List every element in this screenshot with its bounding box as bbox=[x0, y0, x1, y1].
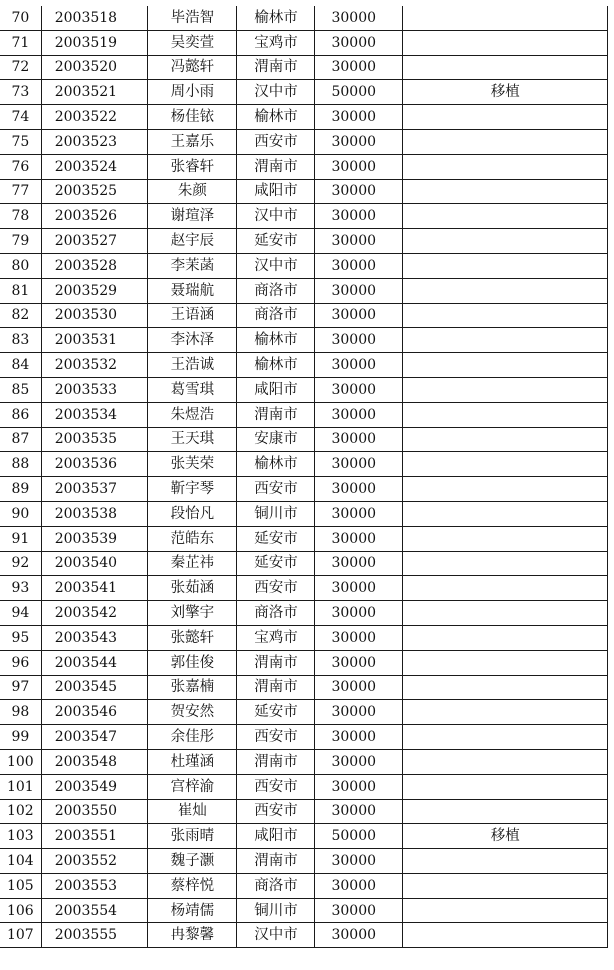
row-number-cell: 98 bbox=[0, 700, 41, 725]
remark-cell bbox=[403, 725, 608, 750]
row-number-cell: 92 bbox=[0, 551, 41, 576]
amount-cell: 30000 bbox=[315, 55, 403, 80]
remark-cell bbox=[403, 923, 608, 948]
table-row bbox=[0, 551, 608, 576]
city-cell: 咸阳市 bbox=[237, 824, 315, 849]
city-cell: 商洛市 bbox=[237, 601, 315, 626]
remark-cell bbox=[403, 774, 608, 799]
table-row bbox=[0, 898, 608, 923]
row-number-cell: 83 bbox=[0, 328, 41, 353]
remark-cell bbox=[403, 898, 608, 923]
row-number-cell: 85 bbox=[0, 377, 41, 402]
city-cell: 安康市 bbox=[237, 427, 315, 452]
amount-cell: 30000 bbox=[315, 30, 403, 55]
remark-cell: 移植 bbox=[403, 80, 608, 105]
id-cell: 2003524 bbox=[41, 154, 148, 179]
remark-cell bbox=[403, 873, 608, 898]
remark-cell bbox=[403, 576, 608, 601]
amount-cell: 30000 bbox=[315, 253, 403, 278]
remark-cell bbox=[403, 601, 608, 626]
remark-cell bbox=[403, 650, 608, 675]
table-row bbox=[0, 179, 608, 204]
city-cell: 铜川市 bbox=[237, 898, 315, 923]
name-cell: 朱煜浩 bbox=[148, 402, 237, 427]
row-number-cell: 103 bbox=[0, 824, 41, 849]
name-cell: 李沐泽 bbox=[148, 328, 237, 353]
remark-cell bbox=[403, 30, 608, 55]
city-cell: 汉中市 bbox=[237, 204, 315, 229]
amount-cell: 30000 bbox=[315, 154, 403, 179]
id-cell: 2003555 bbox=[41, 923, 148, 948]
amount-cell: 30000 bbox=[315, 774, 403, 799]
amount-cell: 30000 bbox=[315, 6, 403, 30]
amount-cell: 30000 bbox=[315, 105, 403, 130]
city-cell: 西安市 bbox=[237, 129, 315, 154]
amount-cell: 30000 bbox=[315, 551, 403, 576]
amount-cell: 30000 bbox=[315, 849, 403, 874]
city-cell: 西安市 bbox=[237, 725, 315, 750]
amount-cell: 30000 bbox=[315, 452, 403, 477]
id-cell: 2003540 bbox=[41, 551, 148, 576]
table-row bbox=[0, 749, 608, 774]
city-cell: 西安市 bbox=[237, 799, 315, 824]
city-cell: 渭南市 bbox=[237, 402, 315, 427]
row-number-cell: 102 bbox=[0, 799, 41, 824]
row-number-cell: 95 bbox=[0, 625, 41, 650]
name-cell: 刘擎宇 bbox=[148, 601, 237, 626]
table-row bbox=[0, 353, 608, 378]
row-number-cell: 94 bbox=[0, 601, 41, 626]
id-cell: 2003550 bbox=[41, 799, 148, 824]
id-cell: 2003537 bbox=[41, 477, 148, 502]
name-cell: 王天琪 bbox=[148, 427, 237, 452]
table-row bbox=[0, 278, 608, 303]
city-cell: 汉中市 bbox=[237, 80, 315, 105]
id-cell: 2003526 bbox=[41, 204, 148, 229]
amount-cell: 50000 bbox=[315, 80, 403, 105]
remark-cell bbox=[403, 799, 608, 824]
name-cell: 冯懿轩 bbox=[148, 55, 237, 80]
amount-cell: 30000 bbox=[315, 873, 403, 898]
table-row bbox=[0, 154, 608, 179]
id-cell: 2003542 bbox=[41, 601, 148, 626]
city-cell: 商洛市 bbox=[237, 873, 315, 898]
remark-cell bbox=[403, 700, 608, 725]
name-cell: 张茹涵 bbox=[148, 576, 237, 601]
id-cell: 2003531 bbox=[41, 328, 148, 353]
row-number-cell: 96 bbox=[0, 650, 41, 675]
recipients-table bbox=[0, 6, 608, 948]
name-cell: 葛雪琪 bbox=[148, 377, 237, 402]
remark-cell bbox=[403, 675, 608, 700]
remark-cell bbox=[403, 253, 608, 278]
id-cell: 2003553 bbox=[41, 873, 148, 898]
row-number-cell: 76 bbox=[0, 154, 41, 179]
city-cell: 西安市 bbox=[237, 576, 315, 601]
remark-cell bbox=[403, 105, 608, 130]
table-row bbox=[0, 799, 608, 824]
name-cell: 范皓东 bbox=[148, 526, 237, 551]
name-cell: 朱颜 bbox=[148, 179, 237, 204]
name-cell: 魏子灏 bbox=[148, 849, 237, 874]
city-cell: 汉中市 bbox=[237, 253, 315, 278]
name-cell: 杜瑾涵 bbox=[148, 749, 237, 774]
row-number-cell: 89 bbox=[0, 477, 41, 502]
id-cell: 2003551 bbox=[41, 824, 148, 849]
row-number-cell: 105 bbox=[0, 873, 41, 898]
remark-cell bbox=[403, 501, 608, 526]
row-number-cell: 99 bbox=[0, 725, 41, 750]
table-row bbox=[0, 427, 608, 452]
city-cell: 延安市 bbox=[237, 229, 315, 254]
table-row bbox=[0, 601, 608, 626]
remark-cell bbox=[403, 204, 608, 229]
row-number-cell: 90 bbox=[0, 501, 41, 526]
name-cell: 周小雨 bbox=[148, 80, 237, 105]
city-cell: 渭南市 bbox=[237, 849, 315, 874]
id-cell: 2003529 bbox=[41, 278, 148, 303]
name-cell: 张嘉楠 bbox=[148, 675, 237, 700]
remark-cell bbox=[403, 402, 608, 427]
amount-cell: 30000 bbox=[315, 923, 403, 948]
name-cell: 郭佳俊 bbox=[148, 650, 237, 675]
city-cell: 渭南市 bbox=[237, 749, 315, 774]
amount-cell: 30000 bbox=[315, 898, 403, 923]
id-cell: 2003535 bbox=[41, 427, 148, 452]
city-cell: 西安市 bbox=[237, 477, 315, 502]
row-number-cell: 106 bbox=[0, 898, 41, 923]
city-cell: 延安市 bbox=[237, 700, 315, 725]
id-cell: 2003520 bbox=[41, 55, 148, 80]
table-row bbox=[0, 526, 608, 551]
row-number-cell: 100 bbox=[0, 749, 41, 774]
remark-cell bbox=[403, 154, 608, 179]
city-cell: 延安市 bbox=[237, 551, 315, 576]
amount-cell: 30000 bbox=[315, 700, 403, 725]
id-cell: 2003543 bbox=[41, 625, 148, 650]
name-cell: 聂瑞航 bbox=[148, 278, 237, 303]
id-cell: 2003530 bbox=[41, 303, 148, 328]
remark-cell bbox=[403, 427, 608, 452]
row-number-cell: 75 bbox=[0, 129, 41, 154]
table-row bbox=[0, 849, 608, 874]
table-row bbox=[0, 452, 608, 477]
row-number-cell: 107 bbox=[0, 923, 41, 948]
id-cell: 2003548 bbox=[41, 749, 148, 774]
row-number-cell: 70 bbox=[0, 6, 41, 30]
table-row bbox=[0, 477, 608, 502]
name-cell: 毕浩智 bbox=[148, 6, 237, 30]
table-row bbox=[0, 303, 608, 328]
table-row bbox=[0, 576, 608, 601]
id-cell: 2003552 bbox=[41, 849, 148, 874]
row-number-cell: 87 bbox=[0, 427, 41, 452]
amount-cell: 30000 bbox=[315, 377, 403, 402]
remark-cell bbox=[403, 6, 608, 30]
row-number-cell: 104 bbox=[0, 849, 41, 874]
row-number-cell: 101 bbox=[0, 774, 41, 799]
id-cell: 2003527 bbox=[41, 229, 148, 254]
name-cell: 张睿轩 bbox=[148, 154, 237, 179]
amount-cell: 30000 bbox=[315, 402, 403, 427]
amount-cell: 30000 bbox=[315, 204, 403, 229]
id-cell: 2003532 bbox=[41, 353, 148, 378]
table-row bbox=[0, 204, 608, 229]
id-cell: 2003554 bbox=[41, 898, 148, 923]
remark-cell bbox=[403, 328, 608, 353]
city-cell: 商洛市 bbox=[237, 303, 315, 328]
name-cell: 贺安然 bbox=[148, 700, 237, 725]
id-cell: 2003519 bbox=[41, 30, 148, 55]
name-cell: 冉黎馨 bbox=[148, 923, 237, 948]
city-cell: 榆林市 bbox=[237, 6, 315, 30]
amount-cell: 30000 bbox=[315, 501, 403, 526]
remark-cell bbox=[403, 551, 608, 576]
name-cell: 余佳彤 bbox=[148, 725, 237, 750]
table-row bbox=[0, 725, 608, 750]
remark-cell bbox=[403, 749, 608, 774]
remark-cell bbox=[403, 849, 608, 874]
id-cell: 2003536 bbox=[41, 452, 148, 477]
remark-cell bbox=[403, 129, 608, 154]
city-cell: 宝鸡市 bbox=[237, 30, 315, 55]
row-number-cell: 79 bbox=[0, 229, 41, 254]
name-cell: 吴奕萱 bbox=[148, 30, 237, 55]
amount-cell: 30000 bbox=[315, 601, 403, 626]
table-row bbox=[0, 774, 608, 799]
amount-cell: 30000 bbox=[315, 725, 403, 750]
amount-cell: 30000 bbox=[315, 749, 403, 774]
table-row bbox=[0, 377, 608, 402]
name-cell: 秦芷祎 bbox=[148, 551, 237, 576]
city-cell: 商洛市 bbox=[237, 278, 315, 303]
name-cell: 杨佳铱 bbox=[148, 105, 237, 130]
table-row bbox=[0, 700, 608, 725]
city-cell: 宝鸡市 bbox=[237, 625, 315, 650]
table-row bbox=[0, 30, 608, 55]
row-number-cell: 82 bbox=[0, 303, 41, 328]
id-cell: 2003544 bbox=[41, 650, 148, 675]
table-row bbox=[0, 80, 608, 105]
row-number-cell: 93 bbox=[0, 576, 41, 601]
table-body bbox=[0, 6, 608, 948]
remark-cell bbox=[403, 55, 608, 80]
name-cell: 宫梓渝 bbox=[148, 774, 237, 799]
id-cell: 2003534 bbox=[41, 402, 148, 427]
amount-cell: 30000 bbox=[315, 303, 403, 328]
row-number-cell: 77 bbox=[0, 179, 41, 204]
id-cell: 2003522 bbox=[41, 105, 148, 130]
document-sheet bbox=[0, 6, 608, 948]
remark-cell: 移植 bbox=[403, 824, 608, 849]
city-cell: 铜川市 bbox=[237, 501, 315, 526]
table-row bbox=[0, 402, 608, 427]
table-row bbox=[0, 650, 608, 675]
table-row bbox=[0, 923, 608, 948]
table-row bbox=[0, 6, 608, 30]
amount-cell: 30000 bbox=[315, 799, 403, 824]
name-cell: 李茉菡 bbox=[148, 253, 237, 278]
row-number-cell: 78 bbox=[0, 204, 41, 229]
id-cell: 2003539 bbox=[41, 526, 148, 551]
name-cell: 谢瑄泽 bbox=[148, 204, 237, 229]
row-number-cell: 86 bbox=[0, 402, 41, 427]
amount-cell: 30000 bbox=[315, 427, 403, 452]
amount-cell: 30000 bbox=[315, 278, 403, 303]
id-cell: 2003518 bbox=[41, 6, 148, 30]
row-number-cell: 72 bbox=[0, 55, 41, 80]
amount-cell: 30000 bbox=[315, 353, 403, 378]
table-row bbox=[0, 625, 608, 650]
row-number-cell: 74 bbox=[0, 105, 41, 130]
city-cell: 榆林市 bbox=[237, 328, 315, 353]
city-cell: 渭南市 bbox=[237, 55, 315, 80]
row-number-cell: 73 bbox=[0, 80, 41, 105]
id-cell: 2003545 bbox=[41, 675, 148, 700]
remark-cell bbox=[403, 452, 608, 477]
name-cell: 蔡梓悦 bbox=[148, 873, 237, 898]
remark-cell bbox=[403, 179, 608, 204]
city-cell: 西安市 bbox=[237, 774, 315, 799]
remark-cell bbox=[403, 278, 608, 303]
name-cell: 王语涵 bbox=[148, 303, 237, 328]
id-cell: 2003547 bbox=[41, 725, 148, 750]
table-row bbox=[0, 229, 608, 254]
remark-cell bbox=[403, 303, 608, 328]
city-cell: 榆林市 bbox=[237, 105, 315, 130]
city-cell: 榆林市 bbox=[237, 353, 315, 378]
city-cell: 汉中市 bbox=[237, 923, 315, 948]
city-cell: 咸阳市 bbox=[237, 179, 315, 204]
id-cell: 2003523 bbox=[41, 129, 148, 154]
city-cell: 渭南市 bbox=[237, 650, 315, 675]
amount-cell: 30000 bbox=[315, 576, 403, 601]
row-number-cell: 71 bbox=[0, 30, 41, 55]
remark-cell bbox=[403, 526, 608, 551]
id-cell: 2003541 bbox=[41, 576, 148, 601]
table-row bbox=[0, 253, 608, 278]
table-row bbox=[0, 824, 608, 849]
amount-cell: 50000 bbox=[315, 824, 403, 849]
id-cell: 2003546 bbox=[41, 700, 148, 725]
amount-cell: 30000 bbox=[315, 179, 403, 204]
name-cell: 王浩诚 bbox=[148, 353, 237, 378]
table-row bbox=[0, 501, 608, 526]
amount-cell: 30000 bbox=[315, 229, 403, 254]
name-cell: 王嘉乐 bbox=[148, 129, 237, 154]
name-cell: 崔灿 bbox=[148, 799, 237, 824]
remark-cell bbox=[403, 377, 608, 402]
name-cell: 张雨晴 bbox=[148, 824, 237, 849]
table-row bbox=[0, 105, 608, 130]
name-cell: 张懿轩 bbox=[148, 625, 237, 650]
amount-cell: 30000 bbox=[315, 650, 403, 675]
row-number-cell: 97 bbox=[0, 675, 41, 700]
row-number-cell: 81 bbox=[0, 278, 41, 303]
row-number-cell: 91 bbox=[0, 526, 41, 551]
amount-cell: 30000 bbox=[315, 625, 403, 650]
city-cell: 延安市 bbox=[237, 526, 315, 551]
remark-cell bbox=[403, 477, 608, 502]
remark-cell bbox=[403, 353, 608, 378]
amount-cell: 30000 bbox=[315, 675, 403, 700]
table-row bbox=[0, 129, 608, 154]
id-cell: 2003528 bbox=[41, 253, 148, 278]
table-row bbox=[0, 55, 608, 80]
row-number-cell: 80 bbox=[0, 253, 41, 278]
table-row bbox=[0, 675, 608, 700]
id-cell: 2003525 bbox=[41, 179, 148, 204]
name-cell: 靳宇琴 bbox=[148, 477, 237, 502]
amount-cell: 30000 bbox=[315, 477, 403, 502]
city-cell: 渭南市 bbox=[237, 675, 315, 700]
remark-cell bbox=[403, 625, 608, 650]
city-cell: 咸阳市 bbox=[237, 377, 315, 402]
name-cell: 张芙荣 bbox=[148, 452, 237, 477]
name-cell: 段怡凡 bbox=[148, 501, 237, 526]
amount-cell: 30000 bbox=[315, 526, 403, 551]
table-row bbox=[0, 873, 608, 898]
id-cell: 2003533 bbox=[41, 377, 148, 402]
row-number-cell: 84 bbox=[0, 353, 41, 378]
table-row bbox=[0, 328, 608, 353]
id-cell: 2003521 bbox=[41, 80, 148, 105]
amount-cell: 30000 bbox=[315, 129, 403, 154]
city-cell: 渭南市 bbox=[237, 154, 315, 179]
row-number-cell: 88 bbox=[0, 452, 41, 477]
amount-cell: 30000 bbox=[315, 328, 403, 353]
id-cell: 2003549 bbox=[41, 774, 148, 799]
id-cell: 2003538 bbox=[41, 501, 148, 526]
remark-cell bbox=[403, 229, 608, 254]
city-cell: 榆林市 bbox=[237, 452, 315, 477]
name-cell: 杨靖儒 bbox=[148, 898, 237, 923]
name-cell: 赵宇辰 bbox=[148, 229, 237, 254]
